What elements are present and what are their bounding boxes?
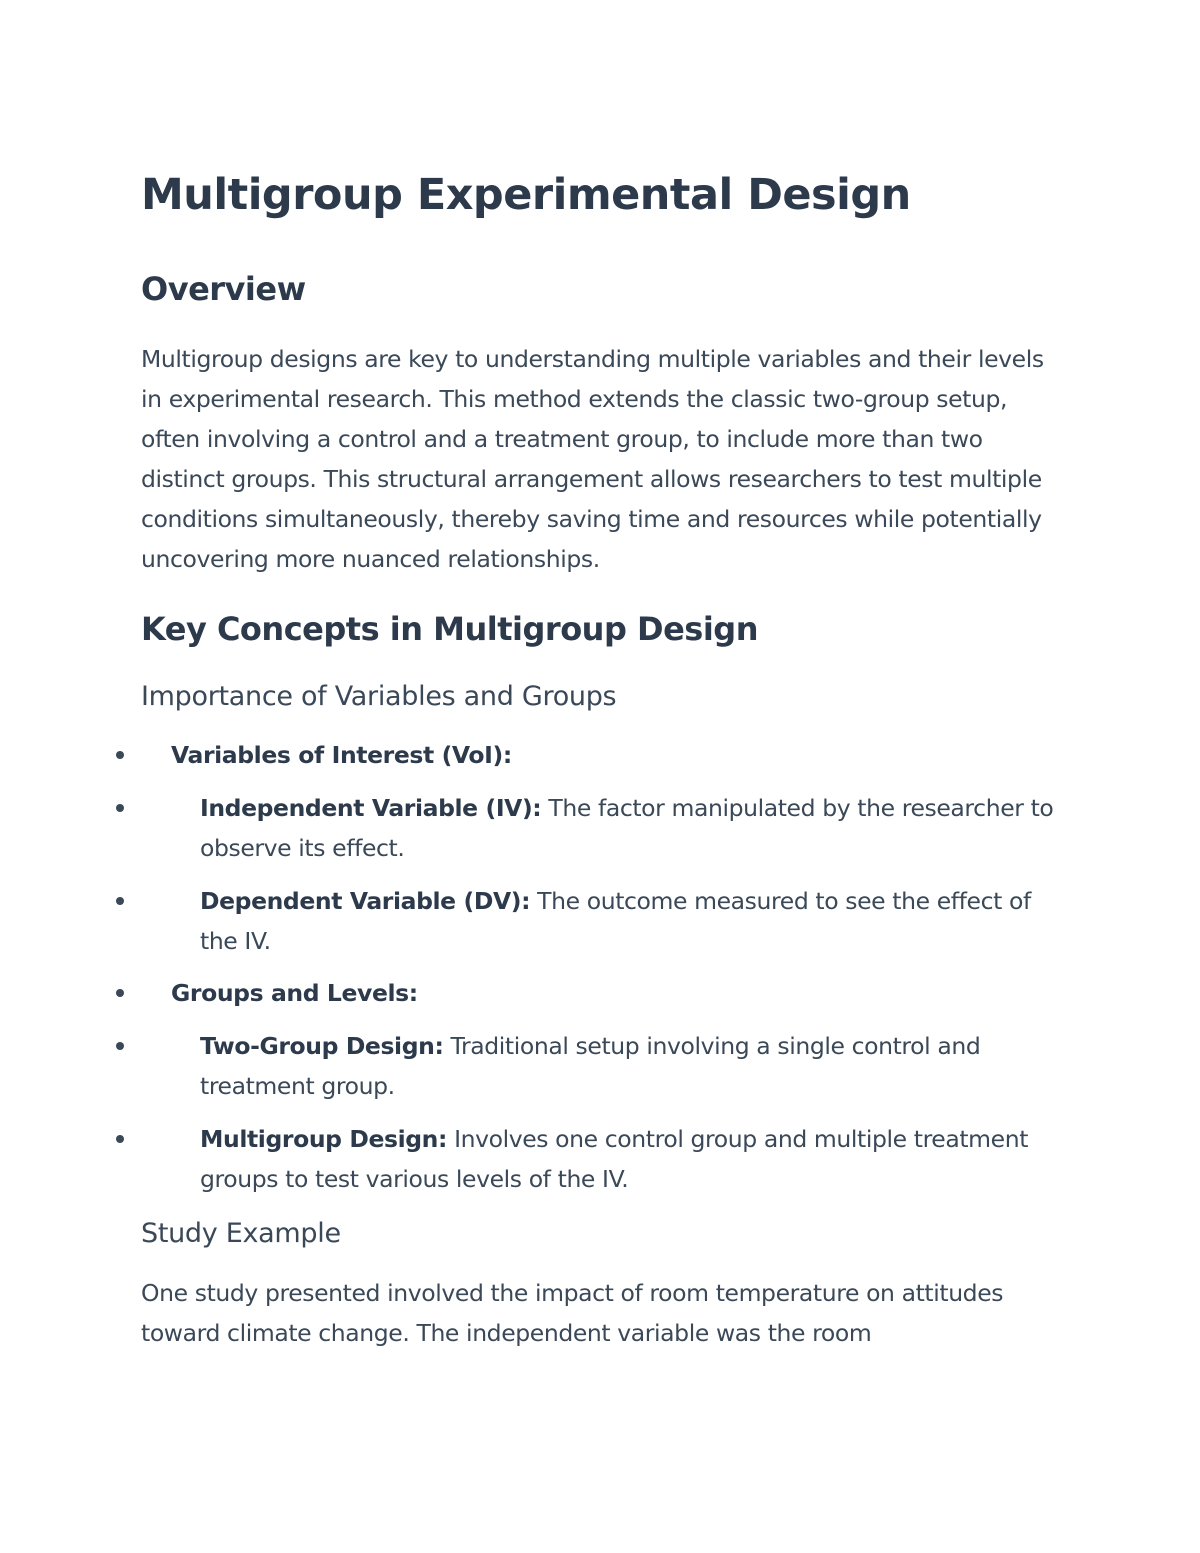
bullet-icon [116,1042,124,1050]
two-group-term: Two-Group Design: [200,1032,444,1060]
list-item-groups [141,973,1071,1013]
list-item-variables [141,735,1071,775]
two-group-text: Traditional setup involving a single control and treatment group. [200,1032,981,1100]
overview-heading: Overview [141,270,306,308]
key-concepts-heading: Key Concepts in Multigroup Design [141,610,758,648]
list-item-iv [141,788,1071,868]
list-item-multigroup [141,1119,1071,1199]
dv-term: Dependent Variable (DV): [200,887,531,915]
multigroup-term: Multigroup Design: [200,1125,447,1153]
bullet-icon [116,804,124,812]
dv-text: The outcome measured to see the effect of the IV. [200,887,1031,955]
document-title: Multigroup Experimental Design [141,170,911,220]
iv-term: Independent Variable (IV): [200,794,542,822]
importance-heading: Importance of Variables and Groups [141,681,617,712]
variables-label: Variables of Interest (VoI): [171,741,512,769]
document-page [141,160,1071,1353]
study-example-paragraph: One study presented involved the impact of room temperature on attitudes toward climate change. The independent variable was the room [141,1279,1004,1347]
iv-text: The factor manipulated by the researcher to observe its effect. [200,794,1054,862]
list-item-dv [141,881,1071,961]
groups-label: Groups and Levels: [171,979,418,1007]
list-item-two-group [141,1026,1071,1106]
multigroup-text: Involves one control group and multiple treatment groups to test various levels of the IV. [200,1125,1029,1193]
study-example-heading: Study Example [141,1218,341,1249]
overview-paragraph: Multigroup designs are key to understanding multiple variables and their levels in experimental research. This method extends the classic two-group setup, often involving a control and a treatment group, to include more than two distinct groups. This structural arrangement allows researchers to test multiple conditions simultaneously, thereby saving time and resources while potentially uncovering more nuanced relationships. [141,345,1044,573]
concepts-list [141,735,1071,1199]
bullet-icon [116,897,124,905]
bullet-icon [116,1135,124,1143]
bullet-icon [116,751,124,759]
bullet-icon [116,989,124,997]
